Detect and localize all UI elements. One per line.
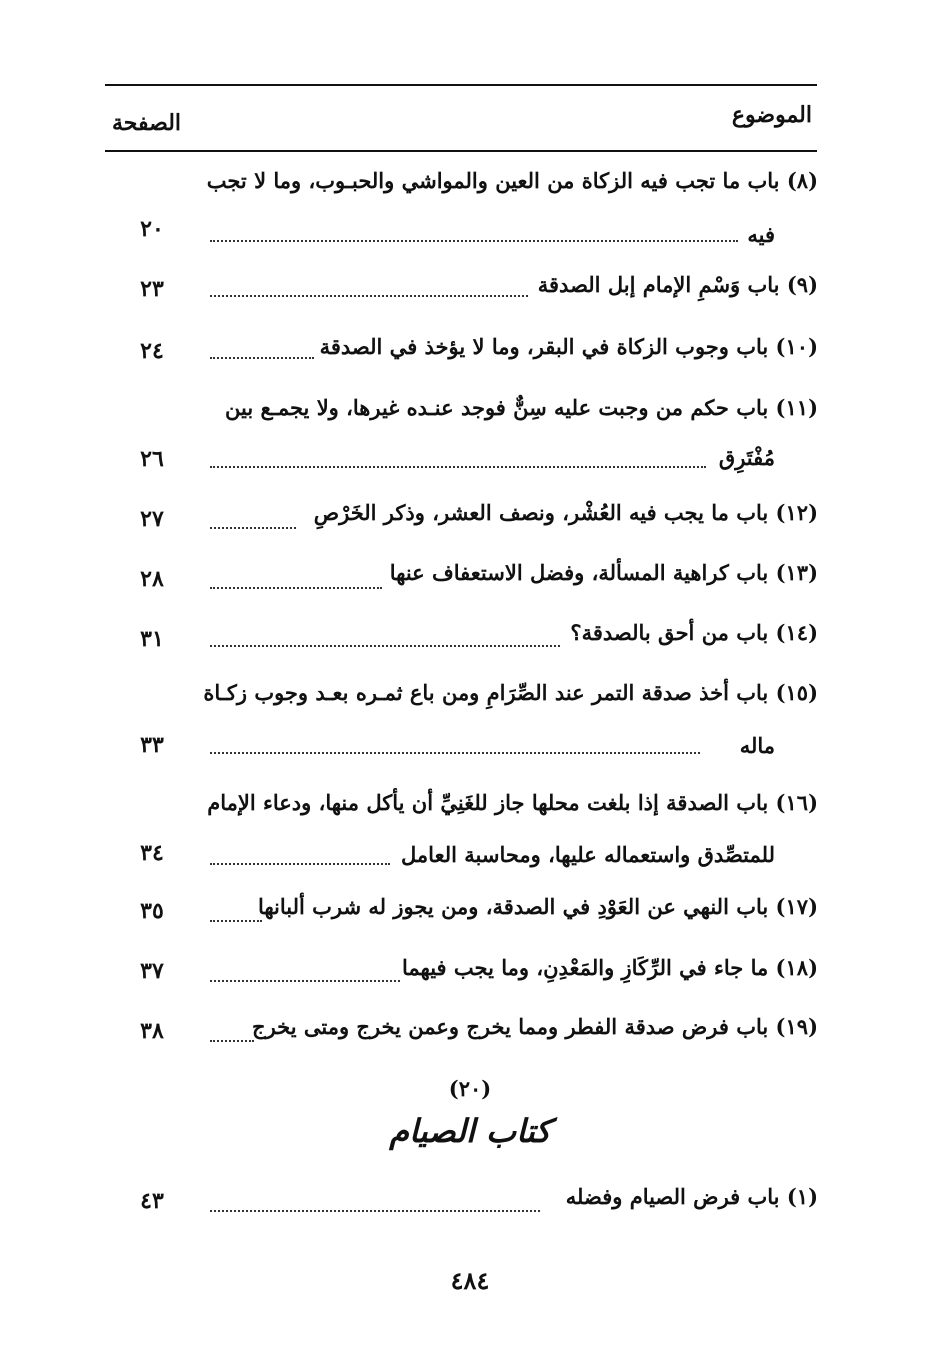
entry-page: ٣٤ <box>140 840 164 866</box>
entry-text: (٨) باب ما تجب فيه الزكاة من العين والمواشي والحبـوب، وما لا تجب <box>206 168 818 193</box>
section-title: كتاب الصيام <box>389 1112 551 1150</box>
entry-page: ٢٤ <box>140 338 164 364</box>
entry-text: (١٦) باب الصدقة إذا بلغت محلها جاز للغَنِيِّ أن يأكل منها، ودعاء الإمام <box>207 790 818 815</box>
entry-text: ماله <box>739 733 775 758</box>
entry-page: ٢٨ <box>140 566 164 592</box>
entry-text: (١٨) ما جاء في الرِّكَازِ والمَعْدِنِ، وما يجب فيهما <box>402 955 818 980</box>
entry-text: (١) باب فرض الصيام وفضله <box>565 1184 818 1209</box>
entry-text: (١٤) باب من أحق بالصدقة؟ <box>570 620 818 645</box>
leader-dots <box>210 240 738 242</box>
header-page: الصفحة <box>112 110 182 136</box>
leader-dots <box>210 1040 254 1042</box>
leader-dots <box>210 587 382 589</box>
leader-dots <box>210 980 400 982</box>
entry-text: فيه <box>747 222 775 247</box>
leader-dots <box>210 1210 540 1212</box>
entry-text: مُفْتَرِق <box>718 445 775 470</box>
entry-text: (١٣) باب كراهية المسألة، وفضل الاستعفاف عنها <box>389 560 818 585</box>
leader-dots <box>210 466 706 468</box>
header-rule <box>105 150 817 152</box>
entry-page: ٣٨ <box>140 1018 164 1044</box>
leader-dots <box>210 295 528 297</box>
entry-text: (١٢) باب ما يجب فيه العُشْر، ونصف العشر، وذكر الخَرْصِ <box>313 500 818 525</box>
entry-page: ٣٣ <box>140 732 164 758</box>
leader-dots <box>210 920 262 922</box>
header-topic: الموضوع <box>731 102 812 128</box>
entry-text: (١١) باب حكم من وجبت عليه سِنٌّ فوجد عنـده غيرها، ولا يجمـع بين <box>225 395 818 420</box>
entry-text: (٩) باب وَسْمِ الإمام إبل الصدقة <box>537 272 818 297</box>
entry-text: للمتصِّدق واستعماله عليها، ومحاسبة العامل <box>401 842 775 867</box>
entry-text: (١٩) باب فرض صدقة الفطر ومما يخرج وعمن يخرج ومتى يخرج <box>252 1014 818 1039</box>
leader-dots <box>210 527 296 529</box>
entry-page: ٣٥ <box>140 898 164 924</box>
entry-page: ٤٣ <box>140 1188 164 1214</box>
section-number: (٢٠) <box>448 1076 492 1101</box>
entry-page: ٢٣ <box>140 276 164 302</box>
entry-text: (١٠) باب وجوب الزكاة في البقر، وما لا يؤخذ في الصدقة <box>319 334 818 359</box>
entry-page: ٣٧ <box>140 958 164 984</box>
entry-text: (١٥) باب أخذ صدقة التمر عند الصِّرَامِ ومن باع ثمـره بعـد وجوب زكـاة <box>203 680 818 705</box>
entry-page: ٢٦ <box>140 446 164 472</box>
leader-dots <box>210 863 390 865</box>
entry-page: ٢٧ <box>140 506 164 532</box>
entry-text: (١٧) باب النهي عن العَوْدِ في الصدقة، ومن يجوز له شرب ألبانها <box>257 894 818 919</box>
page-number: ٤٨٤ <box>450 1266 490 1295</box>
leader-dots <box>210 752 700 754</box>
entry-page: ٢٠ <box>140 216 164 242</box>
top-rule <box>105 84 817 86</box>
leader-dots <box>210 645 560 647</box>
leader-dots <box>210 357 314 359</box>
entry-page: ٣١ <box>140 626 164 652</box>
